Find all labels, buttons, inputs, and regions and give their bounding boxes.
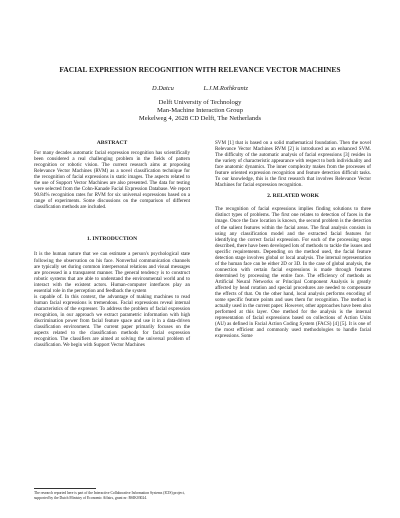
footnote: The research reported here is part of the Interactive Collaborative Information Systems (ICIS) project, supported by the Dutch Ministry of Economic Affairs, grant nr: BSIK03024. xyxy=(34,491,185,500)
left-column xyxy=(34,140,190,348)
authors-line xyxy=(0,85,400,92)
introduction-paragraph-1: It is the human nature that we can estimate a person's psychological state following the observation on his face. Nonverbal communication channels are typically set during common interpersonal relations and visual messages are processed in a transparent manner. The general tendency is to construct robotic systems that are able to understand the environmental world and to interact with the existent actors. Human-computer interfaces play an essential role in the perception and feedback the system xyxy=(34,251,190,294)
intro-continued-paragraph: SVM [1] that is based on a solid mathematical foundation. Then the novel Relevance Vector Machines RVM [2] is introduced as an enhanced SVM. The difficulty of the automatic analysis of facial expressions [3] resides in the variety of characteristic appearance with respect to both individuality and face anatomic dynamics. The inner complexity makes from the processes of feature oriented expression recognition and feature detection difficult tasks. To our knowledge, this is the first research that involves Relevance Vector Machines for facial expression recognition. xyxy=(215,140,371,189)
introduction-paragraph-2: is capable of. In this context, the advantage of making machines to read human facial expressions is tremendous. Facial expressions reveal internal characteristics of the expresser. To address the problem of facial expression recognition, in our approach we extract parametric information with high discrimination power from facial feature space and use it in a data-driven classification environment. The current paper primarily focuses on the aspects related to the classification methods for facial expression recognition. The classifiers are aimed at solving the universal problem of classification. We begin with Support Vector Machines xyxy=(34,293,190,349)
introduction-heading: 1. INTRODUCTION xyxy=(86,236,138,243)
author-datcu: D.Datcu xyxy=(151,85,174,92)
related-work-paragraph: The recognition of facial expressions implies finding solutions to three distinct types of problems. The first one relates to detection of faces in the image. Once the face location is known, the second problem is the detection of the salient features within the facial areas. The final analysis consists in using any classification model and the extracted facial features for identifying the correct facial expression. For each of the processing steps described, there have been developed lots of methods to tackle the issues and specific requirements. Depending on the method used, the facial feature detection stage involves global or local analysis. The internal representation of the human face can be either 2D or 3D. In the case of global analysis, the connection with certain facial expressions is made through features determined by processing the entire face. The efficiency of methods as Artificial Neural Networks or Principal Component Analysis is greatly affected by head rotation and special procedures are needed to compensate the effects of that. On the other hand, local analysis performs encoding of some specific feature points and uses them for recognition. The method is actually used in the current paper. However, other approaches have been also performed at this layer. One method for the analysis is the internal representation of facial expressions based on collections of Action Units (AU) as defined in Facial Action Coding System (FACS) [4] [5]. It is one of the most efficient and commonly used methodologies to handle facial expressions. Some xyxy=(215,206,371,340)
affiliation-university: Delft University of Technology xyxy=(158,99,242,106)
affiliation-group: Man-Machine Interaction Group xyxy=(156,107,244,114)
paper-title: FACIAL EXPRESSION RECOGNITION WITH RELEVANCE VECTOR MACHINES xyxy=(59,65,341,74)
affiliation-block xyxy=(0,99,400,123)
abstract-text: For many decades automatic facial expression recognition has scientifically been considered a real challenging problem in the fields of pattern recognition or robotic vision. The current research aims at proposing Relevance Vector Machines (RVM) as a novel classification technique for the recognition of facial expressions in static images. The aspects related to the use of Support Vector Machines are also presented. The data for testing were selected from the Cohn-Kanade Facial Expression Database. We report 90.84% recognition rates for RVM for six universal expressions based on a range of experiments. Some discussions on the comparison of different classification methods are included. xyxy=(34,150,190,211)
author-rothkrantz: L.J.M.Rothkrantz xyxy=(203,85,248,92)
affiliation-address: Mekelweg 4, 2628 CD Delft, The Netherlands xyxy=(138,115,262,122)
abstract-heading: ABSTRACT xyxy=(96,140,128,146)
related-work-heading: 2. RELATED WORK xyxy=(267,193,319,200)
footnote-divider xyxy=(34,488,96,489)
right-column xyxy=(215,140,371,339)
